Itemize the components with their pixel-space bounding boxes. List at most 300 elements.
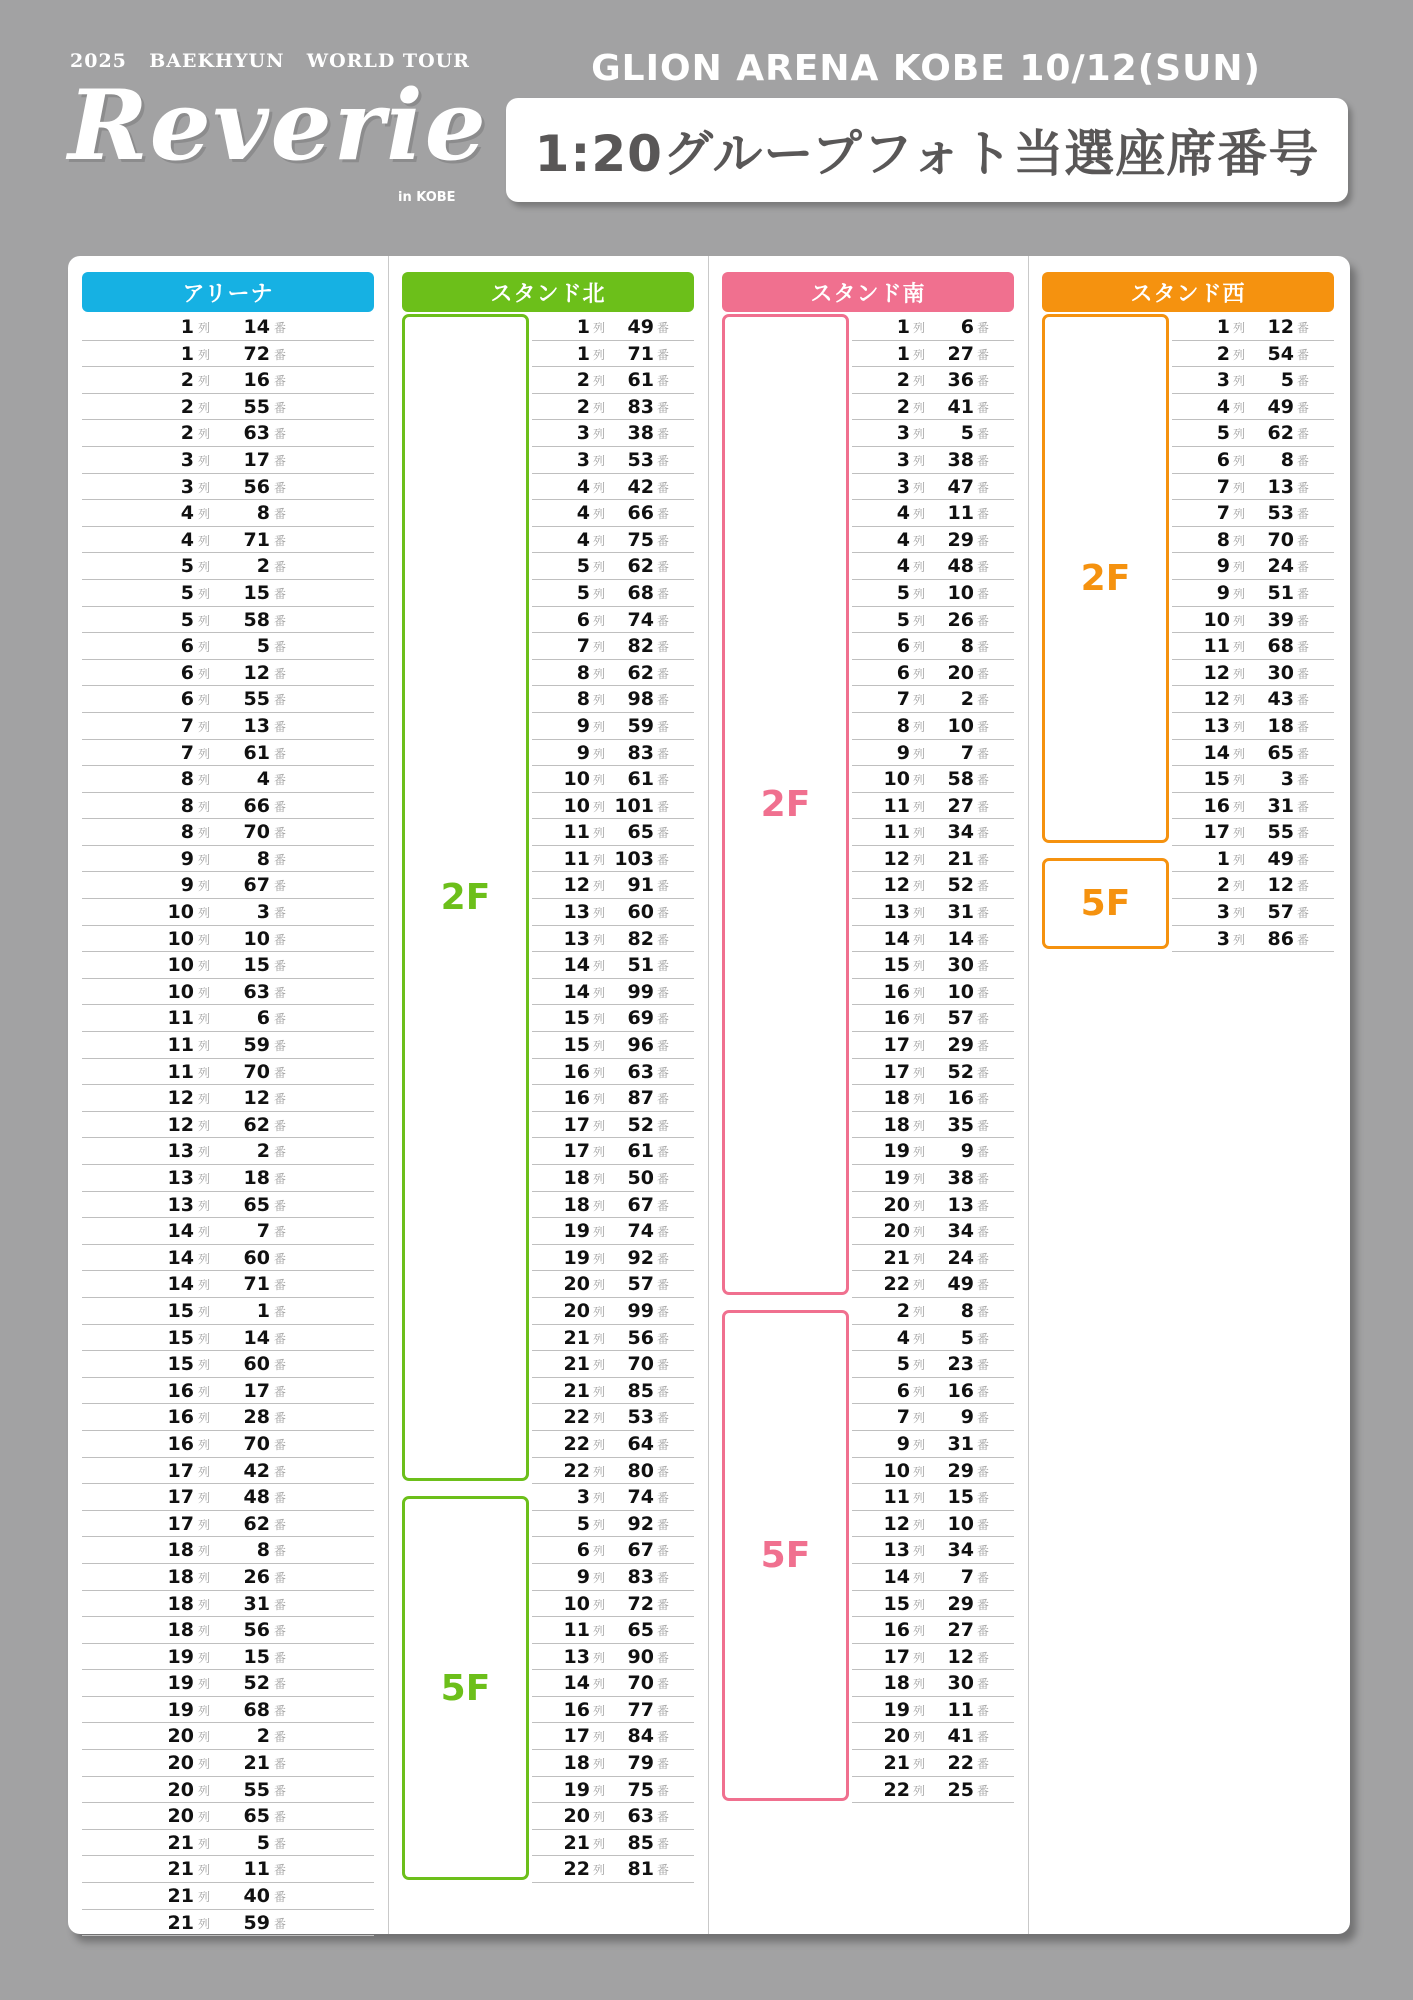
- seat-number: 7: [960, 741, 974, 764]
- row-unit: 列: [592, 1384, 605, 1399]
- seat-row: [1172, 553, 1334, 580]
- row-unit: 列: [912, 400, 925, 415]
- row-unit: 列: [912, 533, 925, 548]
- seat-number: 12: [947, 1645, 974, 1668]
- seat-number: 85: [627, 1379, 654, 1402]
- row-number: 10: [563, 768, 590, 791]
- row-unit: 列: [1232, 719, 1245, 734]
- seat-number: 5: [256, 635, 270, 658]
- seat-row: [532, 1723, 694, 1750]
- row-number: 9: [1216, 581, 1230, 604]
- row-number: 20: [167, 1725, 194, 1748]
- row-unit: 列: [197, 1703, 210, 1718]
- row-number: 5: [896, 608, 910, 631]
- row-unit: 列: [592, 1118, 605, 1133]
- seat-row: [852, 1325, 1014, 1352]
- seat-list-panel: [68, 256, 1350, 1934]
- seat-row: [852, 660, 1014, 687]
- seat-row: [852, 394, 1014, 421]
- row-number: 12: [167, 1087, 194, 1110]
- row-unit: 列: [197, 1517, 210, 1532]
- seat-row: [852, 952, 1014, 979]
- seat-number: 65: [627, 821, 654, 844]
- row-number: 16: [167, 1406, 194, 1429]
- seat-number: 54: [1267, 342, 1294, 365]
- seat-unit: 番: [976, 852, 989, 867]
- row-unit: 列: [912, 1118, 925, 1133]
- row-unit: 列: [912, 1198, 925, 1213]
- seat-number: 23: [947, 1353, 974, 1376]
- seat-unit: 番: [273, 1172, 286, 1186]
- seat-row: [82, 1192, 374, 1219]
- row-number: 7: [576, 635, 590, 658]
- tour-year: 2025: [70, 50, 127, 72]
- seat-number: 6: [960, 316, 974, 338]
- row-unit: 列: [592, 826, 605, 841]
- seat-row: [82, 660, 374, 687]
- seat-unit: 番: [273, 852, 286, 867]
- seat-row: [532, 1271, 694, 1298]
- seat-unit: 番: [976, 1225, 989, 1240]
- seat-number: 11: [243, 1858, 270, 1881]
- row-unit: 列: [592, 666, 605, 681]
- seat-number: 42: [243, 1459, 270, 1482]
- seat-number: 31: [1267, 794, 1294, 817]
- seat-row: [852, 766, 1014, 793]
- row-unit: 列: [912, 1411, 925, 1426]
- seat-row: [532, 713, 694, 740]
- seat-unit: 番: [273, 1118, 286, 1133]
- row-unit: 列: [1232, 453, 1245, 468]
- row-unit: 列: [197, 640, 210, 655]
- seat-number: 8: [256, 847, 270, 870]
- seat-number: 61: [243, 741, 270, 764]
- seat-row: [82, 1856, 374, 1883]
- row-unit: 列: [912, 1624, 925, 1639]
- seat-row: [82, 1670, 374, 1697]
- row-number: 14: [883, 1565, 910, 1588]
- seat-unit: 番: [656, 1597, 669, 1612]
- seat-row: [532, 1165, 694, 1192]
- row-unit: 列: [1232, 746, 1245, 761]
- seat-row: [82, 1218, 374, 1245]
- seat-unit: 番: [1296, 321, 1309, 335]
- seat-unit: 番: [273, 1012, 286, 1027]
- seat-number: 35: [947, 1113, 974, 1136]
- seat-unit: 番: [656, 613, 669, 628]
- row-number: 22: [563, 1858, 590, 1881]
- row-number: 5: [1216, 422, 1230, 445]
- row-unit: 列: [1232, 533, 1245, 548]
- seat-number: 56: [627, 1326, 654, 1349]
- seat-number: 49: [1267, 847, 1294, 870]
- row-unit: 列: [592, 1225, 605, 1240]
- seat-number: 20: [947, 661, 974, 684]
- seat-number: 15: [243, 1645, 270, 1668]
- row-unit: 列: [1232, 507, 1245, 522]
- row-number: 19: [167, 1698, 194, 1721]
- seat-unit: 番: [1296, 693, 1309, 708]
- row-number: 12: [883, 1512, 910, 1535]
- seat-row: [532, 1830, 694, 1857]
- reverie-logo: Reverie: [68, 69, 488, 182]
- seat-number: 60: [627, 901, 654, 924]
- seat-number: 71: [243, 528, 270, 551]
- row-number: 6: [576, 1539, 590, 1562]
- row-unit: 列: [592, 1145, 605, 1160]
- row-unit: 列: [197, 1384, 210, 1399]
- row-unit: 列: [197, 1757, 210, 1772]
- seat-number: 70: [627, 1353, 654, 1376]
- seat-number: 47: [947, 475, 974, 498]
- seat-number: 62: [243, 1113, 270, 1136]
- row-unit: 列: [592, 693, 605, 708]
- seat-unit: 番: [1296, 586, 1309, 601]
- row-unit: 列: [197, 719, 210, 734]
- row-number: 6: [180, 661, 194, 684]
- seat-unit: 番: [976, 746, 989, 761]
- seat-number: 29: [947, 1459, 974, 1482]
- seat-row: [532, 1537, 694, 1564]
- seat-number: 26: [243, 1565, 270, 1588]
- seat-row: [852, 1378, 1014, 1405]
- row-number: 4: [576, 475, 590, 498]
- row-number: 3: [180, 448, 194, 471]
- seat-number: 5: [256, 1831, 270, 1854]
- seat-row: [532, 1484, 694, 1511]
- seat-number: 26: [947, 608, 974, 631]
- row-unit: 列: [197, 1065, 210, 1080]
- row-number: 12: [167, 1113, 194, 1136]
- seat-row: [852, 1537, 1014, 1564]
- seat-row: [852, 341, 1014, 368]
- row-number: 20: [167, 1752, 194, 1775]
- seat-unit: 番: [656, 1172, 669, 1186]
- seat-number: 62: [1267, 422, 1294, 445]
- seat-unit: 番: [273, 1039, 286, 1054]
- seat-unit: 番: [976, 773, 989, 788]
- seat-row: [1172, 500, 1334, 527]
- seat-unit: 番: [976, 321, 989, 335]
- seat-row: [852, 1697, 1014, 1724]
- row-number: 6: [1216, 448, 1230, 471]
- row-unit: 列: [592, 1331, 605, 1346]
- seat-unit: 番: [273, 1783, 286, 1798]
- seat-number: 34: [947, 821, 974, 844]
- seat-row: [1172, 872, 1334, 899]
- seat-rows-north: [532, 314, 694, 1883]
- seat-number: 83: [627, 1565, 654, 1588]
- seat-row: [852, 1138, 1014, 1165]
- seat-number: 79: [627, 1752, 654, 1775]
- row-unit: 列: [912, 1278, 925, 1293]
- seat-number: 16: [243, 369, 270, 392]
- seat-row: [532, 1192, 694, 1219]
- seat-unit: 番: [656, 906, 669, 921]
- seat-number: 66: [243, 794, 270, 817]
- row-unit: 列: [912, 932, 925, 947]
- seat-row: [82, 766, 374, 793]
- row-unit: 列: [912, 1783, 925, 1798]
- seat-row: [532, 1325, 694, 1352]
- row-number: 12: [883, 847, 910, 870]
- seat-row: [82, 474, 374, 501]
- seat-number: 61: [627, 768, 654, 791]
- seat-number: 34: [947, 1539, 974, 1562]
- seat-number: 38: [947, 448, 974, 471]
- row-number: 10: [883, 1459, 910, 1482]
- seat-number: 61: [627, 369, 654, 392]
- row-unit: 列: [197, 879, 210, 894]
- row-number: 6: [180, 688, 194, 711]
- seat-row: [852, 1670, 1014, 1697]
- row-number: 1: [180, 316, 194, 338]
- row-number: 4: [180, 502, 194, 525]
- seat-unit: 番: [656, 1278, 669, 1293]
- row-unit: 列: [912, 1145, 925, 1160]
- seat-row: [852, 1644, 1014, 1671]
- row-number: 11: [563, 847, 590, 870]
- row-unit: 列: [592, 773, 605, 788]
- seat-number: 99: [627, 980, 654, 1003]
- row-unit: 列: [197, 1810, 210, 1825]
- seat-number: 29: [947, 1034, 974, 1057]
- seat-unit: 番: [656, 666, 669, 681]
- seat-row: [1172, 633, 1334, 660]
- seat-row: [82, 1378, 374, 1405]
- seat-row: [82, 713, 374, 740]
- row-unit: 列: [592, 1624, 605, 1639]
- seat-row: [532, 660, 694, 687]
- seat-unit: 番: [976, 1092, 989, 1107]
- row-unit: 列: [592, 879, 605, 894]
- seat-number: 7: [960, 1565, 974, 1588]
- seat-unit: 番: [976, 826, 989, 841]
- row-unit: 列: [592, 347, 605, 362]
- row-number: 21: [167, 1858, 194, 1881]
- seat-row: [532, 1245, 694, 1272]
- row-unit: 列: [592, 1411, 605, 1426]
- row-unit: 列: [197, 1491, 210, 1506]
- row-unit: 列: [197, 932, 210, 947]
- seat-row: [852, 1298, 1014, 1325]
- row-unit: 列: [197, 347, 210, 362]
- row-unit: 列: [912, 613, 925, 628]
- row-number: 9: [896, 741, 910, 764]
- seat-number: 72: [243, 342, 270, 365]
- seat-unit: 番: [273, 826, 286, 841]
- seat-row: [532, 1591, 694, 1618]
- row-number: 5: [576, 581, 590, 604]
- row-unit: 列: [912, 1331, 925, 1346]
- row-number: 1: [576, 316, 590, 338]
- row-number: 22: [883, 1273, 910, 1296]
- seat-unit: 番: [976, 1491, 989, 1506]
- seat-row: [82, 420, 374, 447]
- seat-number: 86: [1267, 927, 1294, 950]
- row-number: 19: [563, 1778, 590, 1801]
- row-unit: 列: [197, 560, 210, 575]
- seat-row: [532, 1085, 694, 1112]
- seat-unit: 番: [656, 959, 669, 974]
- seat-number: 57: [947, 1007, 974, 1030]
- row-unit: 列: [912, 1703, 925, 1718]
- seat-unit: 番: [976, 1464, 989, 1479]
- seat-unit: 番: [976, 1172, 989, 1186]
- seat-number: 10: [947, 1512, 974, 1535]
- row-unit: 列: [197, 773, 210, 788]
- seat-number: 65: [627, 1619, 654, 1642]
- row-unit: 列: [1232, 826, 1245, 841]
- seat-unit: 番: [273, 640, 286, 655]
- seat-unit: 番: [1296, 879, 1309, 894]
- row-unit: 列: [912, 1039, 925, 1054]
- row-number: 9: [896, 1432, 910, 1455]
- seat-number: 41: [947, 395, 974, 418]
- seat-row: [852, 1511, 1014, 1538]
- row-number: 18: [167, 1619, 194, 1642]
- row-number: 3: [576, 422, 590, 445]
- row-unit: 列: [592, 1836, 605, 1851]
- tour-name: WORLD TOUR: [306, 50, 470, 72]
- seat-number: 1: [256, 1299, 270, 1322]
- seat-row: [82, 367, 374, 394]
- seat-unit: 番: [976, 879, 989, 894]
- row-unit: 列: [197, 480, 210, 495]
- seat-row: [852, 846, 1014, 873]
- seat-unit: 番: [976, 1783, 989, 1798]
- row-number: 19: [563, 1220, 590, 1243]
- row-number: 15: [883, 954, 910, 977]
- seat-unit: 番: [976, 1624, 989, 1639]
- seat-row: [852, 740, 1014, 767]
- seat-row: [532, 766, 694, 793]
- row-unit: 列: [912, 347, 925, 362]
- seat-unit: 番: [273, 507, 286, 522]
- row-number: 12: [1203, 661, 1230, 684]
- seat-row: [852, 979, 1014, 1006]
- seat-number: 12: [243, 661, 270, 684]
- floor-box-2f: 2F: [1042, 314, 1169, 843]
- seat-row: [532, 1378, 694, 1405]
- row-unit: 列: [197, 321, 210, 335]
- row-number: 1: [896, 316, 910, 338]
- row-number: 14: [883, 927, 910, 950]
- seat-number: 63: [627, 1805, 654, 1828]
- seat-unit: 番: [273, 1358, 286, 1373]
- row-number: 8: [180, 768, 194, 791]
- seat-unit: 番: [656, 1092, 669, 1107]
- seat-unit: 番: [656, 1145, 669, 1160]
- seat-number: 98: [627, 688, 654, 711]
- seat-number: 62: [243, 1512, 270, 1535]
- seat-row: [82, 633, 374, 660]
- row-number: 4: [896, 502, 910, 525]
- row-number: 3: [1216, 901, 1230, 924]
- seat-unit: 番: [656, 586, 669, 601]
- seat-number: 51: [1267, 581, 1294, 604]
- seat-number: 64: [627, 1432, 654, 1455]
- row-number: 21: [563, 1326, 590, 1349]
- seat-unit: 番: [976, 586, 989, 601]
- seat-number: 82: [627, 635, 654, 658]
- row-unit: 列: [197, 746, 210, 761]
- seat-unit: 番: [1296, 719, 1309, 734]
- seat-number: 75: [627, 1778, 654, 1801]
- row-unit: 列: [912, 1092, 925, 1107]
- seat-number: 36: [947, 369, 974, 392]
- row-unit: 列: [197, 1677, 210, 1692]
- row-unit: 列: [912, 1065, 925, 1080]
- row-number: 11: [167, 1060, 194, 1083]
- row-unit: 列: [592, 374, 605, 389]
- seat-unit: 番: [656, 879, 669, 894]
- seat-number: 9: [960, 1406, 974, 1429]
- seat-number: 34: [947, 1220, 974, 1243]
- section-header-west: スタンド西: [1042, 272, 1334, 312]
- row-unit: 列: [592, 453, 605, 468]
- row-unit: 列: [197, 1597, 210, 1612]
- seat-number: 63: [243, 980, 270, 1003]
- seat-unit: 番: [273, 1198, 286, 1213]
- seat-number: 27: [947, 1619, 974, 1642]
- seat-row: [82, 1910, 374, 1937]
- row-number: 5: [180, 581, 194, 604]
- row-unit: 列: [197, 906, 210, 921]
- seat-row: [532, 1644, 694, 1671]
- row-unit: 列: [1232, 480, 1245, 495]
- seat-row: [852, 1192, 1014, 1219]
- seat-unit: 番: [656, 321, 669, 335]
- seat-row: [1172, 713, 1334, 740]
- seat-row: [532, 740, 694, 767]
- seat-unit: 番: [273, 1225, 286, 1240]
- row-number: 15: [563, 1034, 590, 1057]
- seat-row: [532, 500, 694, 527]
- row-unit: 列: [1232, 852, 1245, 867]
- seat-unit: 番: [976, 374, 989, 389]
- seat-number: 41: [947, 1725, 974, 1748]
- row-number: 20: [563, 1805, 590, 1828]
- seat-unit: 番: [656, 453, 669, 468]
- seat-row: [82, 394, 374, 421]
- row-number: 14: [563, 954, 590, 977]
- floor-box-2f: 2F: [402, 314, 529, 1481]
- seat-unit: 番: [976, 1757, 989, 1772]
- seat-row: [82, 447, 374, 474]
- row-unit: 列: [197, 1092, 210, 1107]
- seat-row: [82, 1431, 374, 1458]
- row-number: 7: [1216, 475, 1230, 498]
- row-unit: 列: [912, 826, 925, 841]
- row-number: 18: [883, 1672, 910, 1695]
- seat-unit: 番: [976, 959, 989, 974]
- row-number: 7: [896, 1406, 910, 1429]
- seat-unit: 番: [976, 1730, 989, 1745]
- row-unit: 列: [912, 1225, 925, 1240]
- row-unit: 列: [912, 906, 925, 921]
- seat-row: [532, 527, 694, 554]
- seat-unit: 番: [273, 1331, 286, 1346]
- row-unit: 列: [592, 1039, 605, 1054]
- seat-unit: 番: [656, 1783, 669, 1798]
- row-unit: 列: [912, 1517, 925, 1532]
- row-number: 3: [576, 448, 590, 471]
- seat-row: [1172, 686, 1334, 713]
- seat-unit: 番: [273, 746, 286, 761]
- seat-number: 84: [627, 1725, 654, 1748]
- row-number: 19: [167, 1645, 194, 1668]
